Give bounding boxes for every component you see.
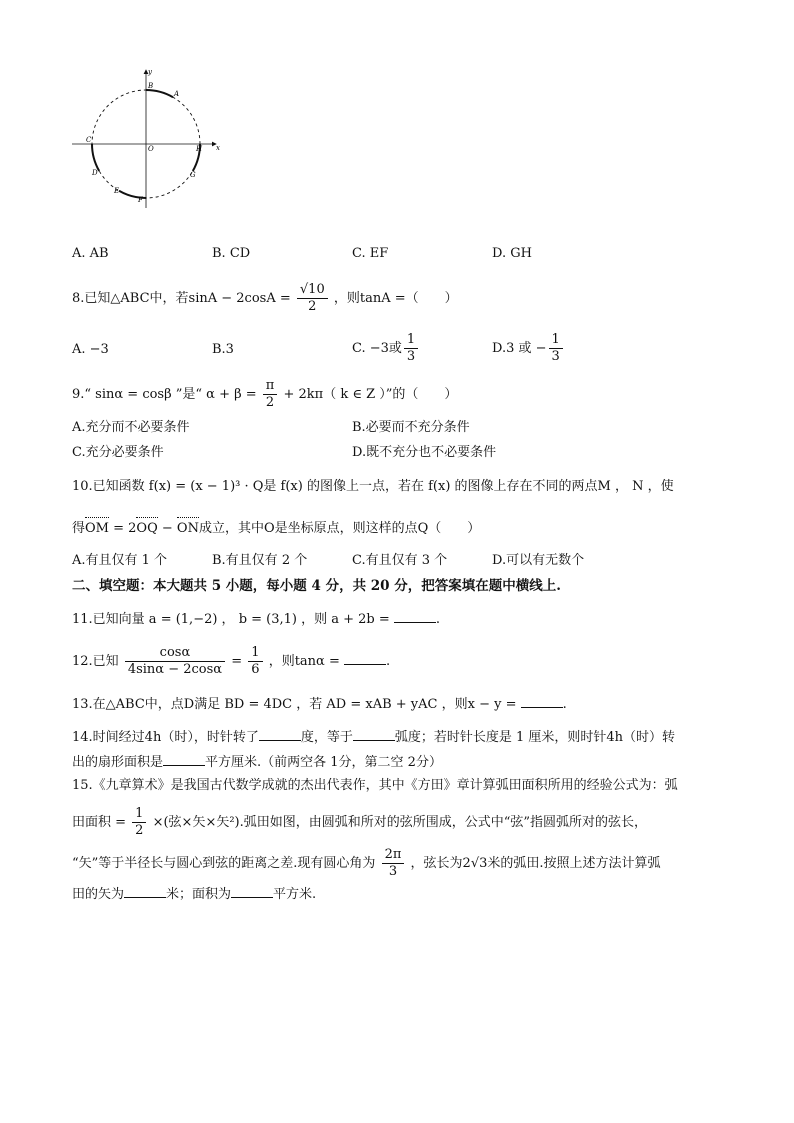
q10-line1: 10.已知函数 f(x) = (x − 1)³ · Q是 f(x) 的图像上一点，若在 f(x) 的图像上存在不同的两点M ， N ，使 <box>72 479 674 494</box>
q9-fraction <box>263 378 278 411</box>
q15-line3-a: “矢”等于半径长与圆心到弦的距离之差.现有圆心角为 <box>72 856 376 871</box>
q12-frac-num: cosα <box>125 645 225 662</box>
q15-line4-b: 米；面积为 <box>166 887 232 902</box>
q15-half-num: 1 <box>132 806 146 823</box>
q14-line2 <box>72 752 442 773</box>
q11-answer-blank[interactable] <box>394 609 436 623</box>
q10-option-b[interactable]: B.有且仅有 2 个 <box>212 553 308 568</box>
q15-fraction-half <box>132 806 146 839</box>
arc-cd <box>92 144 99 171</box>
q10-option-c[interactable]: C.有且仅有 3 个 <box>352 553 448 568</box>
label-a: A <box>174 90 180 98</box>
q8-option-c-den: 3 <box>406 349 416 364</box>
vector-oq: OQ <box>136 519 157 539</box>
q11-stem <box>72 609 440 630</box>
arc-ab <box>146 90 173 97</box>
q9-option-d[interactable]: D.既不充分也不必要条件 <box>352 445 497 460</box>
q7-options <box>72 244 732 264</box>
q8-option-c[interactable] <box>352 332 420 365</box>
q10-option-d[interactable]: D.可以有无数个 <box>492 553 585 568</box>
q9-options-row1 <box>72 418 732 438</box>
q8-frac-den: 2 <box>308 299 317 314</box>
q13-stem <box>72 694 567 715</box>
q11-end: . <box>435 612 441 627</box>
q14-blank-radians[interactable] <box>353 727 395 741</box>
q12-fraction-2 <box>248 645 262 678</box>
q14-line1-b: 度，等于 <box>300 730 353 745</box>
q10-line2-d: 成立，其中O是坐标原点，则这样的点Q（ ） <box>198 521 481 536</box>
q15-line4 <box>72 884 316 905</box>
q8-option-b[interactable]: B.3 <box>212 342 234 357</box>
q10-option-a[interactable]: A.有且仅有 1 个 <box>72 553 168 568</box>
q14-line2-b: 平方厘米.（前两空各 1分，第二空 2分） <box>205 755 442 770</box>
q13-answer-blank[interactable] <box>521 694 563 708</box>
q15-blank-arrow[interactable] <box>124 884 166 898</box>
q8-stem <box>72 282 458 315</box>
q14-line2-a: 出的扇形面积是 <box>72 755 164 770</box>
q12-stem <box>72 645 390 678</box>
q8-option-d-den: 3 <box>551 349 560 364</box>
q8-frac-num: √10 <box>297 282 328 299</box>
q15-line1: 15.《九章算术》是我国古代数学成就的杰出代表作，其中《方田》章计算弧田面积所用的经验公式为：弧 <box>72 778 678 793</box>
q14-line1 <box>72 727 675 748</box>
q9-stem <box>72 378 457 411</box>
q15-line3 <box>72 847 661 880</box>
q8-option-d[interactable] <box>492 332 565 365</box>
vector-on: ON <box>177 519 199 539</box>
q10-line2-c: − <box>157 521 177 536</box>
label-o: O <box>148 145 154 153</box>
q7-option-b[interactable]: B. CD <box>212 246 251 261</box>
q9-option-a[interactable]: A.充分而不必要条件 <box>72 420 190 435</box>
q7-option-a[interactable]: A. AB <box>72 246 109 261</box>
q9-option-b[interactable]: B.必要而不充分条件 <box>352 420 470 435</box>
q8-suffix: ，则tanA =（ ） <box>333 291 458 306</box>
q8-option-c-num: 1 <box>404 332 418 349</box>
label-g: G <box>190 171 196 179</box>
q9-prefix: 9.“ sinα = cosβ ”是“ α + β = <box>72 387 257 402</box>
q15-line3-b: ，弦长为2√3米的弧田.按照上述方法计算弧 <box>410 856 661 871</box>
q13-end: . <box>562 697 567 712</box>
q14-blank-area[interactable] <box>163 752 205 766</box>
label-c: C <box>86 136 92 144</box>
q9-option-c[interactable]: C.充分必要条件 <box>72 445 164 460</box>
q15-line2-a: 田面积 = <box>72 815 127 830</box>
q8-prefix: 8.已知△ABC中，若sinA − 2cosA = <box>72 291 291 306</box>
q10-line2-a: 得 <box>72 521 86 536</box>
q12-suffix: ，则tanα = <box>268 654 340 669</box>
q9-suffix: + 2kπ（ k ∈ Z ）”的（ ） <box>283 387 458 402</box>
q8-option-d-text: D.3 或 − <box>492 341 547 356</box>
q12-frac2-num: 1 <box>248 645 262 662</box>
q8-option-c-text: C. −3或 <box>352 341 402 356</box>
q13-text: 13.在△ABC中，点D满足 BD = 4DC ，若 AD = xAB + yAC ，则x − y = <box>72 697 517 712</box>
q15-blank-area[interactable] <box>231 884 273 898</box>
q8-option-c-frac <box>404 332 418 365</box>
q10-line2 <box>72 519 480 539</box>
q12-prefix: 12.已知 <box>72 654 119 669</box>
q7-option-d[interactable]: D. GH <box>492 246 532 261</box>
q12-frac2-den: 6 <box>251 662 260 677</box>
q14-blank-degrees[interactable] <box>259 727 301 741</box>
q8-options <box>72 332 732 364</box>
label-x: x <box>216 144 220 152</box>
q12-answer-blank[interactable] <box>344 651 386 665</box>
q15-half-den: 2 <box>135 823 144 838</box>
q8-fraction <box>297 282 328 315</box>
q15-line2 <box>72 806 647 839</box>
q10-line2-b: = 2 <box>108 521 137 536</box>
q9-frac-den: 2 <box>265 395 275 410</box>
label-d: D <box>92 169 98 177</box>
q15-line4-c: 平方米. <box>273 887 317 902</box>
q11-text: 11.已知向量 a = (1,−2) ， b = (3,1) ，则 a + 2b = <box>72 612 390 627</box>
vector-om: OM <box>85 519 109 539</box>
q12-end: . <box>385 654 391 669</box>
label-b: B <box>148 82 154 90</box>
q12-mid: = <box>231 654 243 669</box>
section-2-heading: 二、填空题：本大题共 5 小题，每小题 4 分，共 20 分，把答案填在题中横线上. <box>72 578 561 594</box>
q12-frac-den: 4sinα − 2cosα <box>127 662 223 677</box>
q7-option-c[interactable]: C. EF <box>352 246 389 261</box>
q15-line4-a: 田的矢为 <box>72 887 125 902</box>
q10-options <box>72 551 732 571</box>
q8-option-a[interactable]: A. −3 <box>72 342 109 357</box>
q8-option-d-frac <box>549 332 563 365</box>
q15-angle-den: 3 <box>388 864 398 879</box>
unit-circle-figure <box>70 64 230 214</box>
q15-fraction-angle <box>382 847 405 880</box>
q12-fraction <box>125 645 225 678</box>
q14-line1-a: 14.时间经过4h（时），时针转了 <box>72 730 259 745</box>
label-y: y <box>148 68 152 76</box>
q15-angle-num: 2π <box>382 847 405 864</box>
q9-options-row2 <box>72 443 732 463</box>
label-h: H <box>196 145 203 153</box>
q15-line2-b: ×(弦×矢×矢²).弧田如图，由圆弧和所对的弦所围成，公式中“弦”指圆弧所对的弦长， <box>152 815 648 830</box>
label-e: E <box>114 187 120 195</box>
q14-line1-c: 弧度；若时针长度是 1 厘米，则时针4h（时）转 <box>394 730 676 745</box>
q9-frac-num: π <box>263 378 278 395</box>
label-f: F <box>138 196 143 204</box>
q8-option-d-num: 1 <box>549 332 563 349</box>
